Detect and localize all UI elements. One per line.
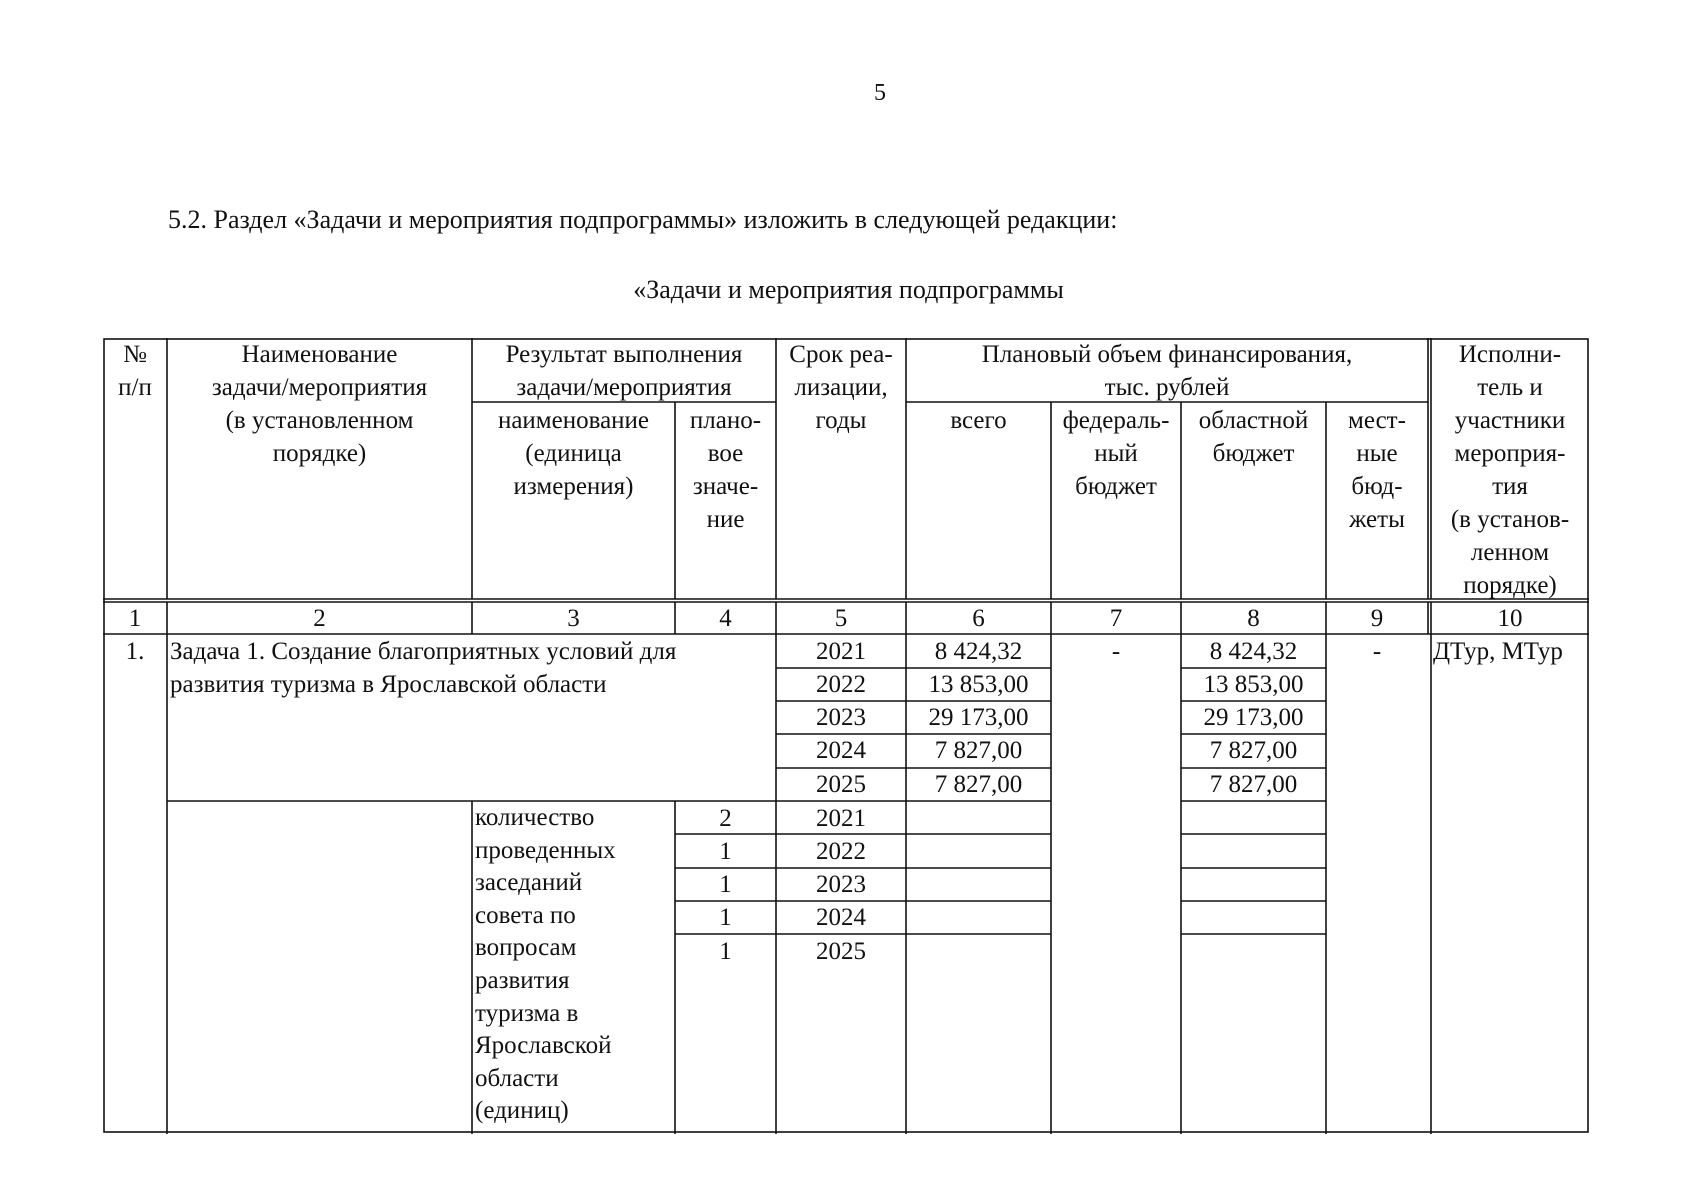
task-total: 8 424,32 bbox=[934, 638, 1023, 665]
header-num: № п/п bbox=[118, 341, 152, 401]
header-total: всего bbox=[950, 407, 1007, 434]
table-title: «Задачи и мероприятия подпрограммы bbox=[633, 275, 1064, 304]
header-funding: Плановый объем финансирования, тыс. рублей bbox=[981, 341, 1353, 401]
task-executor: ДТур, МТур bbox=[1433, 638, 1563, 665]
page-number: 5 bbox=[874, 80, 886, 106]
task-year: 2023 bbox=[816, 704, 866, 731]
tasks-table bbox=[103, 338, 1589, 1134]
task-year: 2025 bbox=[816, 771, 866, 798]
indicator-name: количество проведенных заседаний совета по вопросам развития туризма в Ярославской области (единиц) bbox=[475, 804, 616, 1125]
task-total: 13 853,00 bbox=[928, 671, 1029, 698]
task-name: Задача 1. Создание благоприятных условий для развития туризма в Ярославской области bbox=[170, 638, 677, 698]
task-regional: 13 853,00 bbox=[1203, 671, 1304, 698]
column-number: 1 bbox=[128, 605, 142, 632]
indicator-plan: 1 bbox=[719, 938, 732, 965]
task-year: 2021 bbox=[816, 638, 866, 665]
header-result: Результат выполнения задачи/мероприятия bbox=[505, 341, 743, 401]
header-result-name: наименование (единица измерения) bbox=[497, 407, 650, 500]
task-total: 7 827,00 bbox=[934, 737, 1023, 764]
column-number: 3 bbox=[567, 605, 580, 632]
indicator-plan: 1 bbox=[719, 838, 732, 865]
column-number: 2 bbox=[313, 605, 326, 632]
header-federal: федераль- ный бюджет bbox=[1062, 407, 1170, 500]
column-number: 8 bbox=[1247, 605, 1260, 632]
indicator-plan: 2 bbox=[719, 805, 732, 832]
indicator-year: 2022 bbox=[816, 838, 866, 865]
task-regional: 7 827,00 bbox=[1209, 771, 1298, 798]
task-year: 2022 bbox=[816, 671, 866, 698]
column-number: 6 bbox=[972, 605, 985, 632]
indicator-plan: 1 bbox=[719, 871, 732, 898]
task-number: 1. bbox=[125, 638, 145, 665]
task-regional: 29 173,00 bbox=[1203, 704, 1304, 731]
column-number: 7 bbox=[1109, 605, 1123, 632]
intro-paragraph: 5.2. Раздел «Задачи и мероприятия подпрограммы» изложить в следующей редакции: bbox=[168, 205, 1118, 234]
header-executor: Исполни- тель и участники мероприя- тия (в установ- ленном порядке) bbox=[1450, 341, 1570, 599]
task-federal: - bbox=[1111, 638, 1121, 665]
indicator-year: 2023 bbox=[816, 871, 866, 898]
header-regional: областной бюджет bbox=[1198, 407, 1309, 467]
task-year: 2024 bbox=[816, 737, 866, 764]
header-local: мест- ные бюд- жеты bbox=[1348, 407, 1406, 533]
indicator-year: 2024 bbox=[816, 904, 866, 931]
column-number: 10 bbox=[1497, 605, 1523, 632]
indicator-year: 2025 bbox=[816, 938, 866, 965]
task-total: 7 827,00 bbox=[934, 771, 1023, 798]
column-number: 5 bbox=[834, 605, 848, 632]
indicator-year: 2021 bbox=[816, 805, 866, 832]
task-local: - bbox=[1372, 638, 1382, 665]
task-regional: 7 827,00 bbox=[1209, 737, 1298, 764]
task-regional: 8 424,32 bbox=[1209, 638, 1298, 665]
column-number: 4 bbox=[719, 605, 732, 632]
header-period: Срок реа- лизации, годы bbox=[789, 341, 893, 434]
task-total: 29 173,00 bbox=[928, 704, 1029, 731]
header-name: Наименование задачи/мероприятия (в установленном порядке) bbox=[211, 341, 428, 467]
indicator-plan: 1 bbox=[719, 904, 732, 931]
column-number: 9 bbox=[1370, 605, 1384, 632]
header-result-plan: плано- вое значе- ние bbox=[689, 407, 762, 533]
